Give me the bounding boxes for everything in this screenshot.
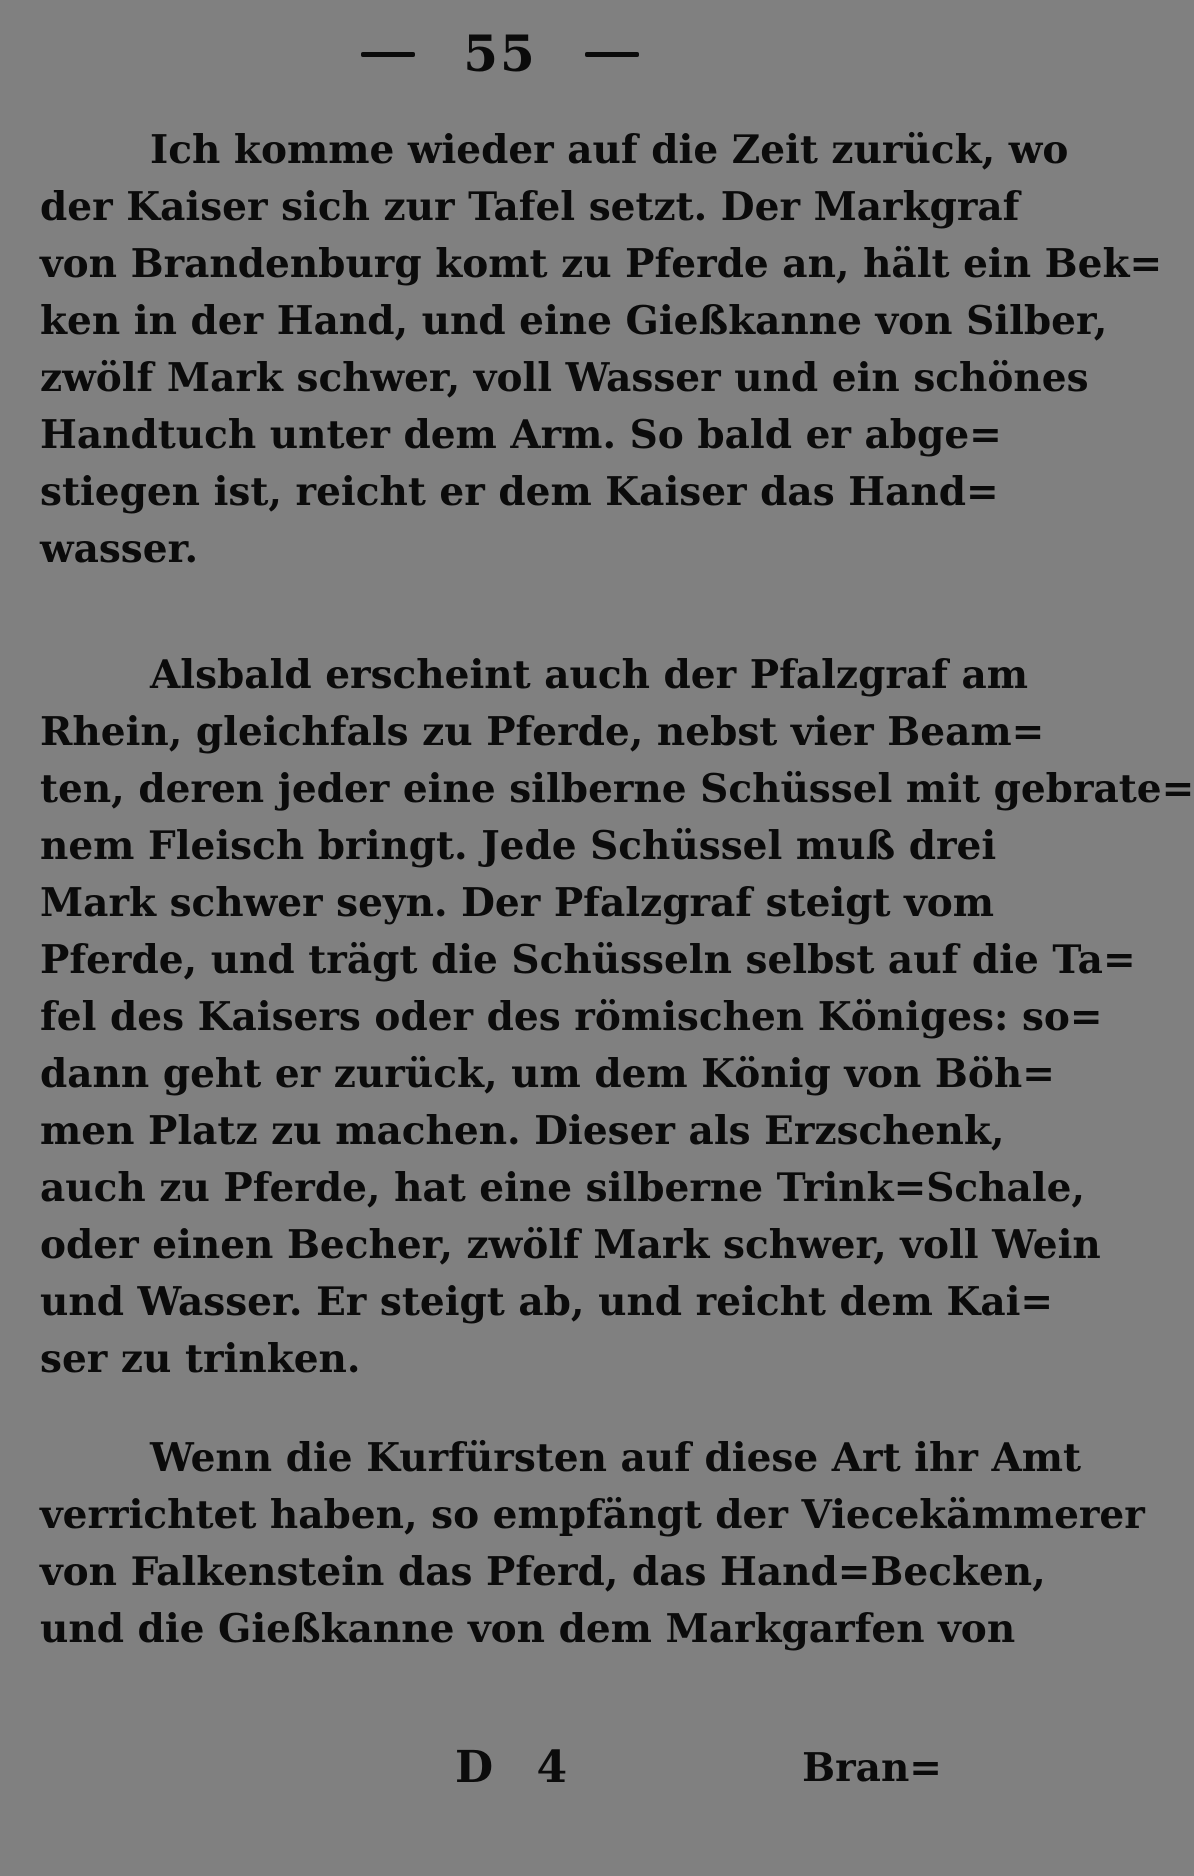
paragraph-1 bbox=[40, 122, 1163, 578]
paragraph-2 bbox=[40, 647, 1194, 1388]
text-line: von Falkenstein das Pferd, das Hand=Becken, bbox=[40, 1549, 1046, 1595]
text-line: der Kaiser sich zur Tafel setzt. Der Markgraf bbox=[40, 184, 1020, 230]
catchword: Bran= bbox=[802, 1745, 942, 1791]
page-header bbox=[0, 22, 1000, 86]
paragraph-3 bbox=[40, 1430, 1145, 1658]
text-line: ser zu trinken. bbox=[40, 1336, 361, 1382]
text-line: Wenn die Kurfürsten auf diese Art ihr Amt bbox=[150, 1435, 1081, 1481]
text-line: Alsbald erscheint auch der Pfalzgraf am bbox=[150, 652, 1029, 698]
text-line: Rhein, gleichfals zu Pferde, nebst vier Beam= bbox=[40, 709, 1045, 755]
page-number: 55 bbox=[463, 24, 537, 83]
header-dash-left bbox=[361, 52, 415, 57]
text-line: wasser. bbox=[40, 526, 199, 572]
text-line: nem Fleisch bringt. Jede Schüssel muß drei bbox=[40, 823, 997, 869]
signature-mark: D 4 bbox=[455, 1742, 582, 1793]
text-line: Mark schwer seyn. Der Pfalzgraf steigt vom bbox=[40, 880, 995, 926]
text-line: verrichtet haben, so empfängt der Viecekämmerer bbox=[40, 1492, 1145, 1538]
text-line: von Brandenburg komt zu Pferde an, hält ein Bek= bbox=[40, 241, 1163, 287]
text-line: zwölf Mark schwer, voll Wasser und ein schönes bbox=[40, 355, 1089, 401]
text-line: und die Gießkanne von dem Markgarfen von bbox=[40, 1606, 1016, 1652]
text-line: Ich komme wieder auf die Zeit zurück, wo bbox=[150, 127, 1069, 173]
text-line: auch zu Pferde, hat eine silberne Trink=Schale, bbox=[40, 1165, 1085, 1211]
text-line: men Platz zu machen. Dieser als Erzschenk, bbox=[40, 1108, 1005, 1154]
header-dash-right bbox=[585, 52, 639, 57]
text-line: Handtuch unter dem Arm. So bald er abge= bbox=[40, 412, 1002, 458]
text-line: ken in der Hand, und eine Gießkanne von Silber, bbox=[40, 298, 1108, 344]
text-line: und Wasser. Er steigt ab, und reicht dem Kai= bbox=[40, 1279, 1054, 1325]
text-line: Pferde, und trägt die Schüsseln selbst auf die Ta= bbox=[40, 937, 1136, 983]
text-line: dann geht er zurück, um dem König von Böh= bbox=[40, 1051, 1055, 1097]
text-line: ten, deren jeder eine silberne Schüssel mit gebrate= bbox=[40, 766, 1194, 812]
text-line: fel des Kaisers oder des römischen Königes: so= bbox=[40, 994, 1103, 1040]
page-footer bbox=[0, 1733, 1000, 1803]
body-text bbox=[40, 122, 1194, 1658]
text-line: oder einen Becher, zwölf Mark schwer, voll Wein bbox=[40, 1222, 1101, 1268]
text-line: stiegen ist, reicht er dem Kaiser das Hand= bbox=[40, 469, 999, 515]
